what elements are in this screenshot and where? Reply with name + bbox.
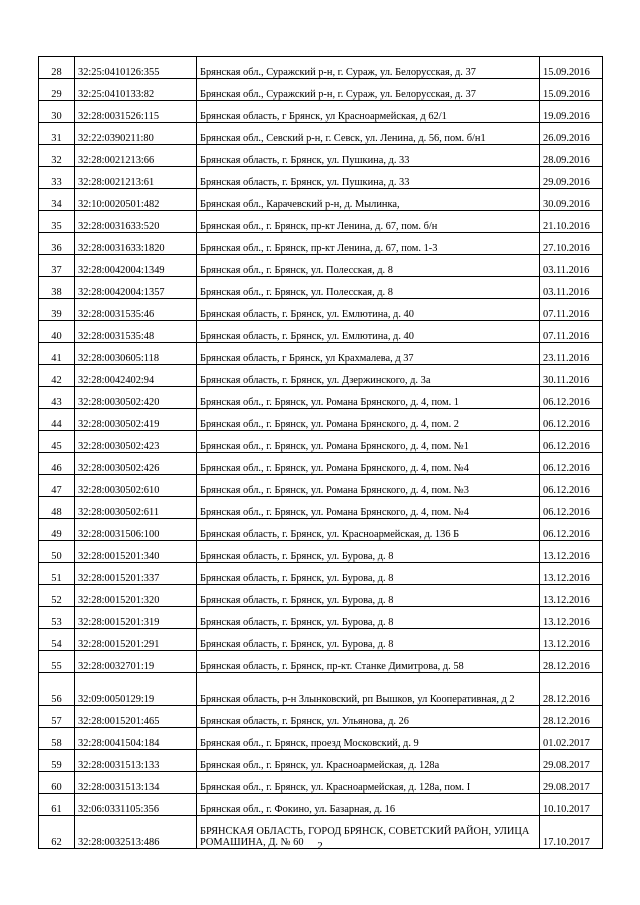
date-cell: 01.02.2017 (540, 728, 603, 750)
cadastral-number-cell: 32:06:0331105:356 (75, 794, 197, 816)
cadastral-number-cell: 32:09:0050129:19 (75, 673, 197, 706)
date-cell: 13.12.2016 (540, 607, 603, 629)
cadastral-number-cell: 32:28:0042004:1349 (75, 255, 197, 277)
date-cell: 30.09.2016 (540, 189, 603, 211)
address-cell: Брянская обл., г. Брянск, пр-кт Ленина, д. 67, пом. 1-3 (197, 233, 540, 255)
cadastral-number-cell: 32:28:0031506:100 (75, 519, 197, 541)
address-cell: Брянская область, г. Брянск, ул. Бурова, д. 8 (197, 563, 540, 585)
address-cell: Брянская обл., г. Брянск, ул. Романа Брянского, д. 4, пом. 1 (197, 387, 540, 409)
date-cell: 26.09.2016 (540, 123, 603, 145)
table-row (39, 794, 603, 816)
address-cell: Брянская обл., Севский р-н, г. Севск, ул. Ленина, д. 56, пом. б/н1 (197, 123, 540, 145)
table-row (39, 145, 603, 167)
cadastral-number-cell: 32:28:0021213:66 (75, 145, 197, 167)
date-cell: 13.12.2016 (540, 541, 603, 563)
table-row (39, 585, 603, 607)
cadastral-number-cell: 32:28:0032701:19 (75, 651, 197, 673)
cadastral-number-cell: 32:28:0031633:520 (75, 211, 197, 233)
cadastral-number-cell: 32:25:0410126:355 (75, 57, 197, 79)
table-row (39, 101, 603, 123)
table-row (39, 475, 603, 497)
cadastral-number-cell: 32:28:0015201:337 (75, 563, 197, 585)
date-cell: 28.09.2016 (540, 145, 603, 167)
row-number-cell: 33 (39, 167, 75, 189)
cadastral-number-cell: 32:10:0020501:482 (75, 189, 197, 211)
table-row (39, 387, 603, 409)
row-number-cell: 61 (39, 794, 75, 816)
address-cell: Брянская обл., г. Брянск, пр-кт Ленина, д. 67, пом. б/н (197, 211, 540, 233)
table-row (39, 211, 603, 233)
row-number-cell: 55 (39, 651, 75, 673)
address-cell: Брянская область, г. Брянск, ул. Бурова, д. 8 (197, 541, 540, 563)
row-number-cell: 62 (39, 816, 75, 849)
cadastral-number-cell: 32:28:0030502:420 (75, 387, 197, 409)
row-number-cell: 51 (39, 563, 75, 585)
address-cell: Брянская обл., г. Брянск, ул. Романа Брянского, д. 4, пом. №4 (197, 453, 540, 475)
table-row (39, 343, 603, 365)
table-row (39, 629, 603, 651)
cadastral-number-cell: 32:28:0031633:1820 (75, 233, 197, 255)
date-cell: 06.12.2016 (540, 497, 603, 519)
date-cell: 23.11.2016 (540, 343, 603, 365)
date-cell: 06.12.2016 (540, 453, 603, 475)
cadastral-number-cell: 32:28:0030502:426 (75, 453, 197, 475)
cadastral-number-cell: 32:28:0030502:611 (75, 497, 197, 519)
address-cell: Брянская обл., г. Фокино, ул. Базарная, д. 16 (197, 794, 540, 816)
table-row (39, 673, 603, 706)
row-number-cell: 34 (39, 189, 75, 211)
address-cell: Брянская обл., г. Брянск, проезд Московский, д. 9 (197, 728, 540, 750)
row-number-cell: 44 (39, 409, 75, 431)
date-cell: 06.12.2016 (540, 409, 603, 431)
row-number-cell: 41 (39, 343, 75, 365)
date-cell: 15.09.2016 (540, 57, 603, 79)
date-cell: 27.10.2016 (540, 233, 603, 255)
table-row (39, 563, 603, 585)
date-cell: 30.11.2016 (540, 365, 603, 387)
address-cell: Брянская обл., г. Брянск, ул. Романа Брянского, д. 4, пом. №4 (197, 497, 540, 519)
address-cell: Брянская обл., Суражский р-н, г. Сураж, ул. Белорусская, д. 37 (197, 79, 540, 101)
row-number-cell: 56 (39, 673, 75, 706)
table-row (39, 123, 603, 145)
address-cell: Брянская область, г. Брянск, ул. Бурова, д. 8 (197, 585, 540, 607)
address-cell: Брянская обл., г. Брянск, ул. Полесская, д. 8 (197, 277, 540, 299)
row-number-cell: 28 (39, 57, 75, 79)
address-cell: Брянская область, р-н Злынковский, рп Вышков, ул Кооперативная, д 2 (197, 673, 540, 706)
cadastral-number-cell: 32:28:0031535:46 (75, 299, 197, 321)
address-cell: Брянская область, г Брянск, ул Крахмалева, д 37 (197, 343, 540, 365)
cadastral-number-cell: 32:28:0030502:419 (75, 409, 197, 431)
cadastral-number-cell: 32:28:0015201:320 (75, 585, 197, 607)
date-cell: 10.10.2017 (540, 794, 603, 816)
page-number: 2 (317, 840, 323, 852)
table-row (39, 497, 603, 519)
row-number-cell: 49 (39, 519, 75, 541)
cadastral-number-cell: 32:28:0015201:465 (75, 706, 197, 728)
table-row (39, 431, 603, 453)
date-cell: 07.11.2016 (540, 321, 603, 343)
row-number-cell: 29 (39, 79, 75, 101)
date-cell: 03.11.2016 (540, 277, 603, 299)
row-number-cell: 60 (39, 772, 75, 794)
cadastral-number-cell: 32:25:0410133:82 (75, 79, 197, 101)
address-cell: Брянская область, г. Брянск, пр-кт. Станке Димитрова, д. 58 (197, 651, 540, 673)
table-row (39, 167, 603, 189)
date-cell: 28.12.2016 (540, 673, 603, 706)
address-cell: Брянская обл., Суражский р-н, г. Сураж, ул. Белорусская, д. 37 (197, 57, 540, 79)
date-cell: 29.09.2016 (540, 167, 603, 189)
cadastral-number-cell: 32:28:0032513:486 (75, 816, 197, 849)
cadastral-number-cell: 32:28:0015201:319 (75, 607, 197, 629)
row-number-cell: 30 (39, 101, 75, 123)
date-cell: 06.12.2016 (540, 387, 603, 409)
table-row (39, 728, 603, 750)
date-cell: 13.12.2016 (540, 563, 603, 585)
cadastral-number-cell: 32:28:0042402:94 (75, 365, 197, 387)
registry-table (38, 56, 603, 849)
cadastral-number-cell: 32:28:0015201:291 (75, 629, 197, 651)
row-number-cell: 45 (39, 431, 75, 453)
row-number-cell: 48 (39, 497, 75, 519)
date-cell: 28.12.2016 (540, 706, 603, 728)
table-row (39, 189, 603, 211)
registry-table-body (39, 57, 603, 849)
cadastral-number-cell: 32:28:0042004:1357 (75, 277, 197, 299)
date-cell: 06.12.2016 (540, 475, 603, 497)
date-cell: 13.12.2016 (540, 629, 603, 651)
row-number-cell: 42 (39, 365, 75, 387)
date-cell: 19.09.2016 (540, 101, 603, 123)
address-cell: Брянская область, г Брянск, ул Красноармейская, д 62/1 (197, 101, 540, 123)
row-number-cell: 43 (39, 387, 75, 409)
date-cell: 06.12.2016 (540, 431, 603, 453)
table-row (39, 772, 603, 794)
address-cell: Брянская обл., г. Брянск, ул. Красноармейская, д. 128а (197, 750, 540, 772)
address-cell: Брянская обл., г. Брянск, ул. Романа Брянского, д. 4, пом. №1 (197, 431, 540, 453)
address-cell: Брянская область, г. Брянск, ул. Бурова, д. 8 (197, 607, 540, 629)
row-number-cell: 50 (39, 541, 75, 563)
address-cell: Брянская область, г. Брянск, ул. Пушкина, д. 33 (197, 167, 540, 189)
row-number-cell: 31 (39, 123, 75, 145)
cadastral-number-cell: 32:28:0031535:48 (75, 321, 197, 343)
table-row (39, 365, 603, 387)
table-row (39, 299, 603, 321)
row-number-cell: 58 (39, 728, 75, 750)
address-cell: Брянская обл., г. Брянск, ул. Романа Брянского, д. 4, пом. 2 (197, 409, 540, 431)
row-number-cell: 46 (39, 453, 75, 475)
table-row (39, 409, 603, 431)
cadastral-number-cell: 32:28:0021213:61 (75, 167, 197, 189)
address-cell: Брянская область, г. Брянск, ул. Ульянова, д. 26 (197, 706, 540, 728)
row-number-cell: 40 (39, 321, 75, 343)
row-number-cell: 37 (39, 255, 75, 277)
date-cell: 17.10.2017 (540, 816, 603, 849)
table-row (39, 706, 603, 728)
date-cell: 15.09.2016 (540, 79, 603, 101)
row-number-cell: 38 (39, 277, 75, 299)
date-cell: 28.12.2016 (540, 651, 603, 673)
date-cell: 29.08.2017 (540, 750, 603, 772)
row-number-cell: 32 (39, 145, 75, 167)
cadastral-number-cell: 32:28:0030502:610 (75, 475, 197, 497)
date-cell: 06.12.2016 (540, 519, 603, 541)
date-cell: 03.11.2016 (540, 255, 603, 277)
row-number-cell: 36 (39, 233, 75, 255)
address-cell: Брянская область, г. Брянск, ул. Пушкина, д. 33 (197, 145, 540, 167)
cadastral-number-cell: 32:28:0030502:423 (75, 431, 197, 453)
table-row (39, 519, 603, 541)
date-cell: 29.08.2017 (540, 772, 603, 794)
table-row (39, 453, 603, 475)
address-cell: БРЯНСКАЯ ОБЛАСТЬ, ГОРОД БРЯНСК, СОВЕТСКИЙ РАЙОН, УЛИЦА РОМАШИНА, Д. № 60 (197, 816, 540, 849)
table-row (39, 57, 603, 79)
cadastral-number-cell: 32:28:0015201:340 (75, 541, 197, 563)
cadastral-number-cell: 32:28:0041504:184 (75, 728, 197, 750)
address-cell: Брянская обл., г. Брянск, ул. Романа Брянского, д. 4, пом. №3 (197, 475, 540, 497)
row-number-cell: 52 (39, 585, 75, 607)
address-cell: Брянская область, г. Брянск, ул. Емлютина, д. 40 (197, 299, 540, 321)
date-cell: 07.11.2016 (540, 299, 603, 321)
address-cell: Брянская область, г. Брянск, ул. Емлютина, д. 40 (197, 321, 540, 343)
cadastral-number-cell: 32:22:0390211:80 (75, 123, 197, 145)
address-cell: Брянская обл., Карачевский р-н, д. Мылинка, (197, 189, 540, 211)
table-row (39, 607, 603, 629)
address-cell: Брянская область, г. Брянск, ул. Бурова, д. 8 (197, 629, 540, 651)
cadastral-number-cell: 32:28:0030605:118 (75, 343, 197, 365)
table-row (39, 277, 603, 299)
table-row (39, 321, 603, 343)
address-cell: Брянская область, г. Брянск, ул. Дзержинского, д. 3а (197, 365, 540, 387)
table-row (39, 541, 603, 563)
table-row (39, 233, 603, 255)
row-number-cell: 47 (39, 475, 75, 497)
row-number-cell: 39 (39, 299, 75, 321)
table-row (39, 750, 603, 772)
table-row (39, 255, 603, 277)
address-cell: Брянская область, г. Брянск, ул. Красноармейская, д. 136 Б (197, 519, 540, 541)
row-number-cell: 53 (39, 607, 75, 629)
row-number-cell: 59 (39, 750, 75, 772)
date-cell: 13.12.2016 (540, 585, 603, 607)
row-number-cell: 57 (39, 706, 75, 728)
table-row (39, 79, 603, 101)
address-cell: Брянская обл., г. Брянск, ул. Полесская, д. 8 (197, 255, 540, 277)
cadastral-number-cell: 32:28:0031513:133 (75, 750, 197, 772)
table-row (39, 651, 603, 673)
date-cell: 21.10.2016 (540, 211, 603, 233)
row-number-cell: 54 (39, 629, 75, 651)
cadastral-number-cell: 32:28:0031526:115 (75, 101, 197, 123)
address-cell: Брянская обл., г. Брянск, ул. Красноармейская, д. 128а, пом. I (197, 772, 540, 794)
cadastral-number-cell: 32:28:0031513:134 (75, 772, 197, 794)
row-number-cell: 35 (39, 211, 75, 233)
